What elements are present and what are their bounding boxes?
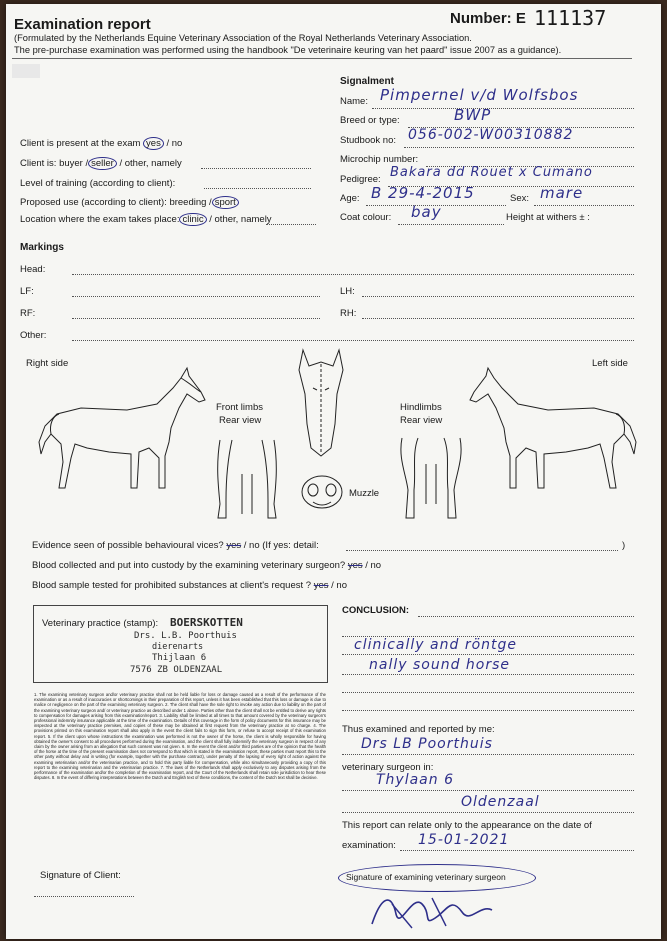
exam-date-line bbox=[400, 850, 634, 851]
lf-label: LF: bbox=[20, 286, 34, 297]
exam-date-value: 15-01-2021 bbox=[418, 832, 510, 848]
client-signature-line bbox=[34, 896, 134, 897]
examination-report-page bbox=[6, 4, 661, 939]
conclusion-line-0 bbox=[418, 616, 634, 617]
conclusion-line-c bbox=[342, 674, 634, 675]
client-present-row: Client is present at the exam yes / no bbox=[20, 138, 183, 149]
stamp-line-1: BOERSKOTTEN bbox=[170, 616, 243, 629]
surgeon-in-line-1 bbox=[342, 790, 634, 791]
hind-rear-view-label: Rear view bbox=[400, 415, 443, 426]
vet-signature-label: Signature of examining veterinary surgeon bbox=[346, 872, 506, 882]
height-label: Height at withers ± : bbox=[506, 212, 590, 223]
sex-value: mare bbox=[540, 184, 584, 202]
conclusion-heading: CONCLUSION: bbox=[342, 605, 410, 616]
blood-custody-question: Blood collected and put into custody by the examining veterinary surgeon? yes / no bbox=[32, 560, 382, 571]
terms-fine-print: 1. The examining veterinary surgeon and/or veterinary practice shall not be held liable for loss or damage caused as a result of the performance of the examination or as a result of inaccuracies or shortcomings in their preparation of this report, unless it has been established that this loss or damage is due to malice or negligence on the part of the examining veterinary surgeon. 2. The client shall have the sole right to invoke any action due to liability on the part of the examining veterinary surgeon and/ or veterinary practice as described under 1 above. Parties other than the client shall not be entitled to derive any rights to compensation for damages arising from this examination/report. 3. Liability shall be limited at all times to that amount covered by the veterinary surgeon's professional indemnity insurance applicable at the time of the examination. Details of this coverage in the form of policy documents for this insurance may be inspected at the veterinary practice premises, and copies of these may be obtained at first request from the veterinary practice at no charge. 4. The provisions printed on this examination report shall also apply in the event the client fails to sign this form, or refuse to accept receipt of this examination report. 5. If the client upon whose instructions the examination was performed is not the owner of the horse, the client is wholly responsible for having obtained the owner's consent to all procedures performed during the examination, and the client shall fully indemnify the veterinary surgeon in respect of any claim by the owner arising from an allegation that such consent was not given. 6. In the event the client and/or third parties are of the opinion that the health of the horse at the time of the present examination does not correspond to that which is stated in the examination report, these parties must report this to the other party without delay and in writing (for example, together with the purchase contract), under penalty of the lapsing of every right of action against the examining veterinarian and/or the veterinarian practice, and to hold this party liable for compensation, while also simultaneously providing a copy of this report to the examining veterinarian and the veterinarian practice. 7. The laws of the Netherlands shall apply exclusively to any disputes arising from the performance of the examination and/or the completion of the examination report, and the Court of the Netherlands shall retain sole jurisdiction to hear these disputes. 8. In the event of differing interpretations between the Dutch and English text of these conditions, the content of the Dutch text shall be decisive. bbox=[34, 692, 326, 781]
examined-label: Thus examined and reported by me: bbox=[342, 724, 495, 735]
report-number-value: 111137 bbox=[534, 6, 607, 30]
microchip-label: Microchip number: bbox=[340, 154, 419, 165]
studbook-line bbox=[404, 147, 634, 148]
vices-yes-struck: yes bbox=[226, 540, 242, 551]
horse-left-side-drawing bbox=[454, 364, 644, 504]
lh-label: LH: bbox=[340, 286, 355, 297]
client-present-yes: yes bbox=[143, 137, 164, 150]
other-label: Other: bbox=[20, 330, 47, 341]
lf-line bbox=[72, 296, 320, 297]
rf-label: RF: bbox=[20, 308, 36, 319]
stamp-line-5: 7576 ZB OLDENZAAL bbox=[130, 665, 223, 675]
client-signature-label: Signature of Client: bbox=[40, 870, 121, 881]
sex-label: Sex: bbox=[510, 193, 530, 204]
blood-test-question: Blood sample tested for prohibited substances at client's request ? yes / no bbox=[32, 580, 347, 591]
appearance-note: This report can relate only to the appearance on the date of bbox=[342, 820, 592, 831]
conclusion-line-d bbox=[342, 692, 634, 693]
surgeon-in-value-1: Thylaan 6 bbox=[376, 772, 454, 788]
conclusion-line-b bbox=[342, 654, 634, 655]
use-sport: sport bbox=[212, 196, 239, 209]
front-limbs-drawing bbox=[212, 434, 282, 524]
vices-question: Evidence seen of possible behavioural vices? yes / no (If yes: detail: bbox=[32, 540, 319, 551]
surgeon-in-value-2: Oldenzaal bbox=[461, 794, 540, 810]
examined-value: Drs LB Poorthuis bbox=[361, 736, 493, 752]
left-side-label: Left side bbox=[592, 358, 628, 369]
markings-heading: Markings bbox=[20, 242, 64, 253]
breed-label: Breed or type: bbox=[340, 115, 400, 126]
horse-right-side-drawing bbox=[31, 364, 221, 504]
header-rule bbox=[12, 58, 632, 59]
rh-label: RH: bbox=[340, 308, 357, 319]
location-other-line bbox=[266, 224, 316, 225]
front-rear-view-label: Rear view bbox=[219, 415, 262, 426]
sex-line bbox=[534, 205, 634, 206]
other-line bbox=[72, 340, 634, 341]
signalment-heading: Signalment bbox=[340, 76, 394, 87]
coat-value: bay bbox=[411, 203, 442, 221]
practice-label: Veterinary practice (stamp): bbox=[42, 618, 159, 629]
report-subtitle-1: (Formulated by the Netherlands Equine Veterinary Association of the Royal Netherlands Veterinary Association. bbox=[14, 33, 472, 43]
report-subtitle-2: The pre-purchase examination was performed using the handbook "De veterinaire keuring van het paard" issue 2007 as a guidance). bbox=[14, 45, 562, 55]
studbook-label: Studbook no: bbox=[340, 135, 396, 146]
conclusion-text-1: clinically and röntge bbox=[354, 637, 518, 653]
breed-value: BWP bbox=[454, 106, 492, 124]
proposed-use-row: Proposed use (according to client): breeding / sport bbox=[20, 197, 239, 208]
location-row: Location where the exam takes place: clinic / other, namely bbox=[20, 214, 272, 225]
muzzle-drawing bbox=[299, 472, 345, 512]
exam-date-label: examination: bbox=[342, 840, 396, 851]
horse-head-front-drawing bbox=[291, 344, 351, 464]
surgeon-in-label: veterinary surgeon in: bbox=[342, 762, 434, 773]
hindlimbs-label: Hindlimbs bbox=[400, 402, 442, 413]
redacted-patch bbox=[12, 64, 40, 78]
head-line bbox=[72, 274, 634, 275]
training-line bbox=[204, 188, 311, 189]
report-title: Examination report bbox=[14, 16, 151, 33]
veterinary-practice-box bbox=[33, 605, 328, 683]
vet-signature-scribble bbox=[362, 884, 502, 934]
conclusion-text-2: nally sound horse bbox=[369, 657, 511, 673]
studbook-value: 056-002-W00310882 bbox=[408, 127, 574, 143]
rh-line bbox=[362, 318, 634, 319]
stamp-line-2: Drs. L.B. Poorthuis bbox=[134, 631, 237, 641]
pedigree-label: Pedigree: bbox=[340, 174, 381, 185]
age-value: B 29-4-2015 bbox=[371, 184, 475, 202]
conclusion-line-e bbox=[342, 710, 634, 711]
age-label: Age: bbox=[340, 193, 360, 204]
coat-line bbox=[398, 224, 504, 225]
stamp-line-4: Thijlaan 6 bbox=[152, 653, 207, 663]
surgeon-in-line-2 bbox=[342, 812, 634, 813]
client-is-seller: seller bbox=[88, 157, 117, 170]
client-other-line bbox=[201, 168, 311, 169]
vices-detail-line bbox=[346, 550, 618, 551]
name-line bbox=[372, 108, 634, 109]
head-label: Head: bbox=[20, 264, 46, 275]
right-side-label: Right side bbox=[26, 358, 69, 369]
client-is-row: Client is: buyer / seller / other, namely bbox=[20, 158, 182, 169]
rf-line bbox=[72, 318, 320, 319]
report-number-label: Number: E bbox=[450, 10, 526, 27]
stamp-line-3: dierenarts bbox=[152, 642, 204, 652]
examined-line bbox=[342, 754, 634, 755]
lh-line bbox=[362, 296, 634, 297]
front-limbs-label: Front limbs bbox=[216, 402, 263, 413]
coat-label: Coat colour: bbox=[340, 212, 392, 223]
name-label: Name: bbox=[340, 96, 368, 107]
location-clinic: clinic bbox=[179, 213, 206, 226]
muzzle-label: Muzzle bbox=[349, 488, 380, 499]
vices-close-paren: ) bbox=[622, 540, 626, 551]
pedigree-value: Bakara dd Rouet x Cumano bbox=[390, 165, 593, 180]
training-label: Level of training (according to client): bbox=[20, 178, 176, 189]
blood-test-yes-struck: yes bbox=[313, 580, 329, 591]
name-value: Pimpernel v/d Wolfsbos bbox=[380, 86, 579, 104]
blood-custody-yes-struck: yes bbox=[347, 560, 363, 571]
